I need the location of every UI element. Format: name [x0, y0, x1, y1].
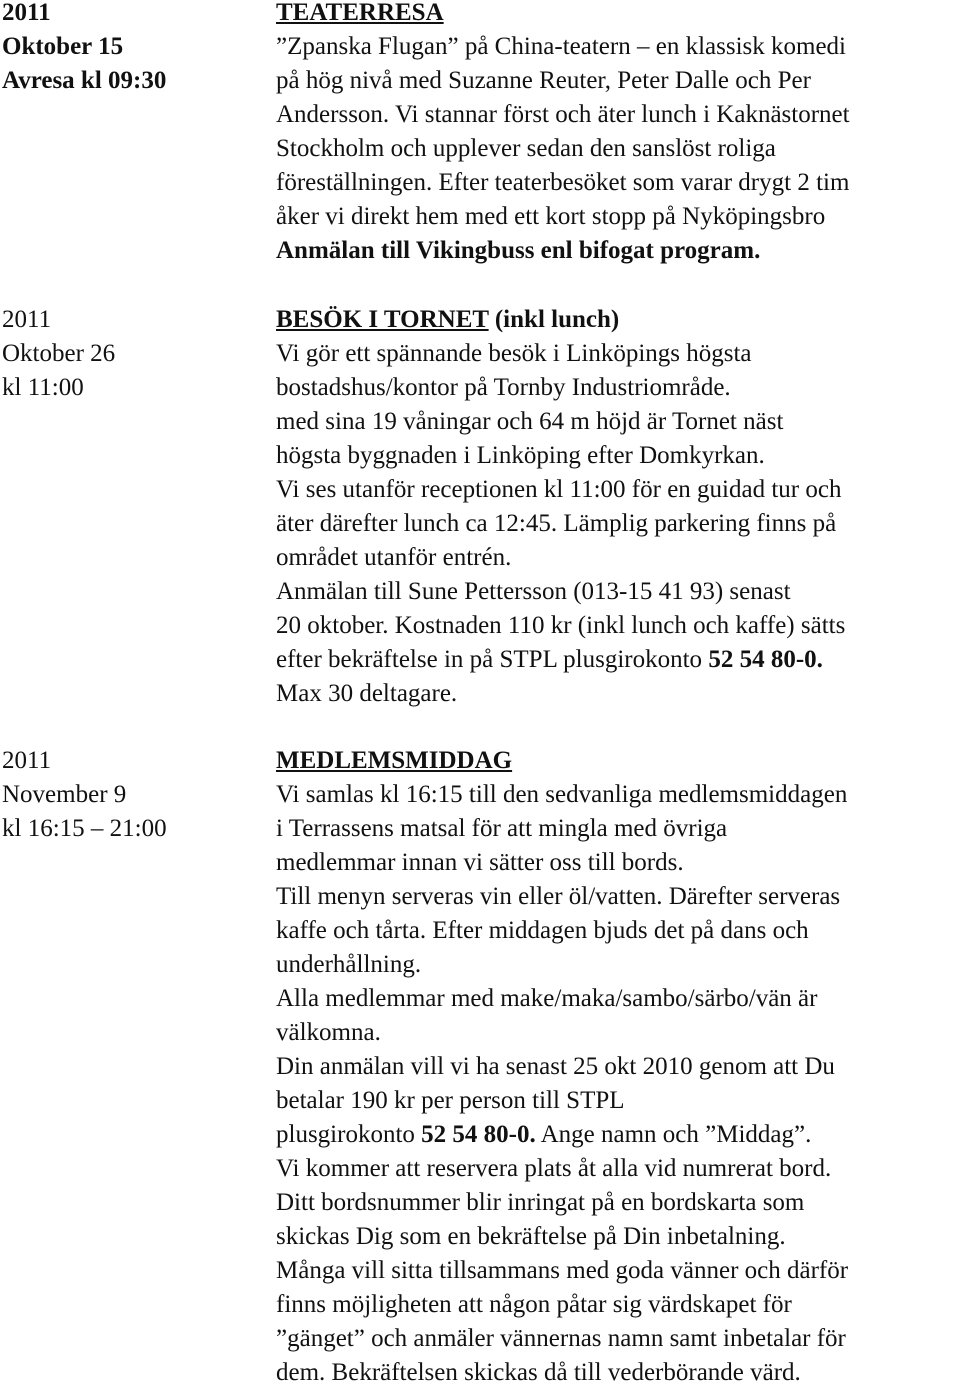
- account-number: 52 54 80-0: [708, 646, 817, 673]
- description-line: Andersson. Vi stannar först och äter lunch i Kaknästornet: [276, 101, 850, 128]
- description-line: Max 30 deltagare.: [276, 680, 458, 707]
- description-line: betalar 190 kr per person till STPL: [276, 1087, 625, 1114]
- description-line: kaffe och tårta. Efter middagen bjuds det på dans och: [276, 917, 809, 944]
- payment-text: plusgirokonto: [276, 1121, 422, 1148]
- event-title: BESÖK I TORNET: [276, 306, 489, 333]
- payment-text: efter bekräftelse in på STPL plusgirokonto: [276, 646, 709, 673]
- event-year: 2011: [2, 747, 52, 774]
- event-date: [2, 744, 264, 846]
- description-line: välkomna.: [276, 1019, 381, 1046]
- description-line: högsta byggnaden i Linköping efter Domkyrkan.: [276, 442, 765, 469]
- description-line: Vi gör ett spännande besök i Linköpings högsta: [276, 340, 752, 367]
- description-line: Vi ses utanför receptionen kl 11:00 för en guidad tur och: [276, 476, 842, 503]
- description-line: Till menyn serveras vin eller öl/vatten. Därefter serveras: [276, 883, 841, 910]
- description-line: ”gänget” och anmäler vännernas namn samt inbetalar för: [276, 1325, 846, 1352]
- description-line: 20 oktober. Kostnaden 110 kr (inkl lunch och kaffe) sätts: [276, 612, 846, 639]
- description-line: Stockholm och upplever sedan den sanslöst roliga: [276, 135, 776, 162]
- description-line: Alla medlemmar med make/maka/sambo/särbo/vän är: [276, 985, 818, 1012]
- description-line: på hög nivå med Suzanne Reuter, Peter Dalle och Per: [276, 67, 811, 94]
- event-title: TEATERRESA: [276, 0, 444, 26]
- description-line: äter därefter lunch ca 12:45. Lämplig parkering finns på: [276, 510, 837, 537]
- event-title: MEDLEMSMIDDAG: [276, 747, 513, 774]
- description-line: skickas Dig som en bekräftelse på Din inbetalning.: [276, 1223, 786, 1250]
- description-line: underhållning.: [276, 951, 422, 978]
- description-line: Vi samlas kl 16:15 till den sedvanliga medlemsmiddagen: [276, 781, 848, 808]
- description-line: Din anmälan vill vi ha senast 25 okt 2010 genom att Du: [276, 1053, 835, 1080]
- description-line: medlemmar innan vi sätter oss till bords.: [276, 849, 684, 876]
- payment-line: [276, 643, 960, 677]
- event-day: Oktober 15: [2, 33, 124, 60]
- payment-suffix: .: [816, 646, 823, 673]
- account-number: 52 54 80-0.: [421, 1121, 536, 1148]
- event-year: 2011: [2, 0, 51, 26]
- description-line: i Terrassens matsal för att mingla med övriga: [276, 815, 728, 842]
- description-line: åker vi direkt hem med ett kort stopp på Nyköpingsbro: [276, 203, 826, 230]
- event-time: kl 16:15 – 21:00: [2, 815, 167, 842]
- signup-note: Anmälan till Vikingbuss enl bifogat program.: [276, 237, 761, 264]
- description-line: Många vill sitta tillsammans med goda vänner och därför: [276, 1257, 849, 1284]
- payment-suffix: Ange namn och ”Middag”.: [535, 1121, 812, 1148]
- event-time: kl 11:00: [2, 374, 84, 401]
- description-line: Ditt bordsnummer blir inringat på en bordskarta som: [276, 1189, 805, 1216]
- event-time: Avresa kl 09:30: [2, 67, 167, 94]
- description-line: med sina 19 våningar och 64 m höjd är Tornet näst: [276, 408, 784, 435]
- description-line: området utanför entrén.: [276, 544, 512, 571]
- description-line: föreställningen. Efter teaterbesöket som varar drygt 2 tim: [276, 169, 850, 196]
- payment-line: [276, 1118, 960, 1152]
- event-date: [2, 0, 264, 98]
- event-heading: [276, 303, 960, 337]
- description-line: dem. Bekräftelsen skickas då till vederbörande värd.: [276, 1359, 801, 1386]
- description-line: bostadshus/kontor på Tornby Industriområde.: [276, 374, 731, 401]
- event-year: 2011: [2, 306, 52, 333]
- event-day: Oktober 26: [2, 340, 116, 367]
- event-description: [276, 744, 960, 1390]
- description-line: Vi kommer att reservera plats åt alla vid numrerat bord.: [276, 1155, 832, 1182]
- description-line: Anmälan till Sune Pettersson (013-15 41 93) senast: [276, 578, 791, 605]
- event-description: [276, 303, 960, 711]
- event-title-suffix: (inkl lunch): [488, 306, 620, 333]
- event-date: [2, 303, 264, 405]
- event-day: November 9: [2, 781, 127, 808]
- description-line: ”Zpanska Flugan” på China-teatern – en klassisk komedi: [276, 33, 846, 60]
- description-line: finns möjligheten att någon påtar sig värdskapet för: [276, 1291, 792, 1318]
- event-description: [276, 0, 960, 268]
